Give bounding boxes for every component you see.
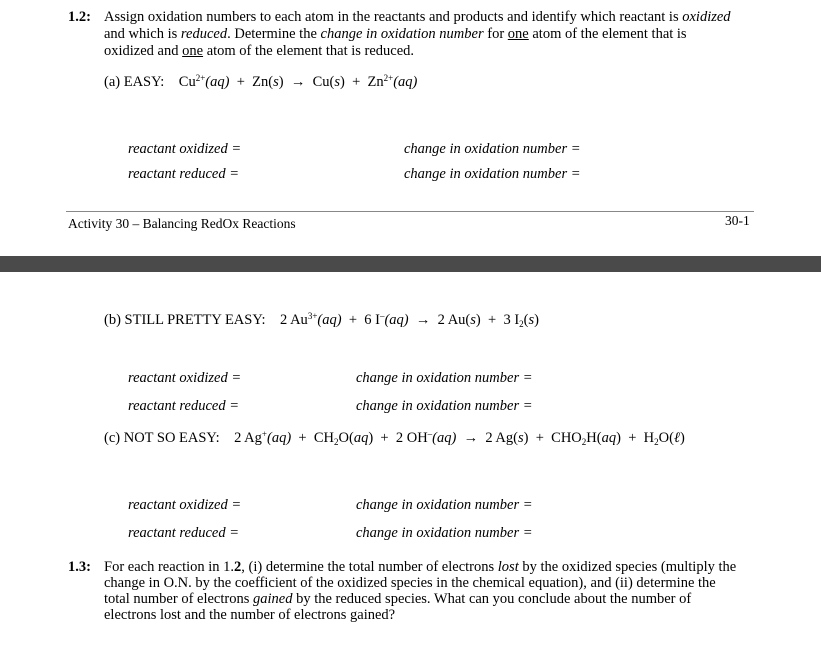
worksheet-page-2 [0,272,821,662]
reaction-arrow: → [415,312,431,328]
part-b-change-reduced: change in oxidation number = [356,398,533,414]
question-1-2-line-1: Assign oxidation numbers to each atom in the reactants and products and identify which reactant is oxidized [104,9,731,25]
part-a-reactant-reduced: reactant reduced = [128,166,239,182]
question-number-1-3: 1.3: [68,559,91,575]
question-number-1-2: 1.2: [68,9,91,25]
question-1-2-line-2: and which is reduced. Determine the change in oxidation number for one atom of the element that is [104,26,687,42]
question-1-2-line-3: oxidized and one atom of the element that is reduced. [104,43,415,59]
question-1-3-line-1: For each reaction in 1.2, (i) determine the total number of electrons lost by the oxidized species (multiply the [104,559,737,575]
part-a-reactant-oxidized: reactant oxidized = [128,141,242,157]
part-b-reactant-oxidized: reactant oxidized = [128,370,242,386]
worksheet-page-1 [0,0,821,256]
part-c-equation: (c) NOT SO EASY: 2 $Ag^+(aq) + CH_2O(aq) + 2$ OH–(aq) → 2 $Ag(s) + CHO_2H(aq)$ + $H_2O(\ell)$ [104,429,685,447]
question-1-3-line-3: total number of electrons gained by the reduced species. What can you conclude about the number of [104,591,692,607]
part-b-change-oxidized: change in oxidation number = [356,370,533,386]
part-a-change-reduced: change in oxidation number = [404,166,581,182]
part-c-reactant-reduced: reactant reduced = [128,525,239,541]
part-b-label: (b) STILL PRETTY EASY: [104,312,266,328]
reaction-arrow: → [463,430,479,446]
part-c-reactant-oxidized: reactant oxidized = [128,497,242,513]
part-a-equation: (a) EASY: $Cu^{2+}(aq) + Zn(s) \to Cu(s) + Zn^{2+}(aq)$ [104,73,418,90]
part-b-equation: (b) STILL PRETTY EASY: 2 $Au^{3+}(aq) + 6$ I–(aq) → 2 Au(s) + 3 $I_2(s)$ [104,311,540,329]
question-1-3-line-2: change in O.N. by the coefficient of the oxidized species in the chemical equation), and (ii) determine the [104,575,716,591]
part-c-change-oxidized: change in oxidation number = [356,497,533,513]
part-c-change-reduced: change in oxidation number = [356,525,533,541]
reaction-arrow: → [290,74,306,90]
part-a-label: (a) EASY: [104,74,165,90]
part-a-change-oxidized: change in oxidation number = [404,141,581,157]
footer-page-number: 30-1 [725,213,750,228]
part-b-reactant-reduced: reactant reduced = [128,398,239,414]
part-c-label: (c) NOT SO EASY: [104,430,220,446]
footer-divider [66,211,754,212]
question-1-3-line-4: electrons lost and the number of electrons gained? [104,607,396,623]
footer-activity-title: Activity 30 – Balancing RedOx Reactions [68,216,296,231]
